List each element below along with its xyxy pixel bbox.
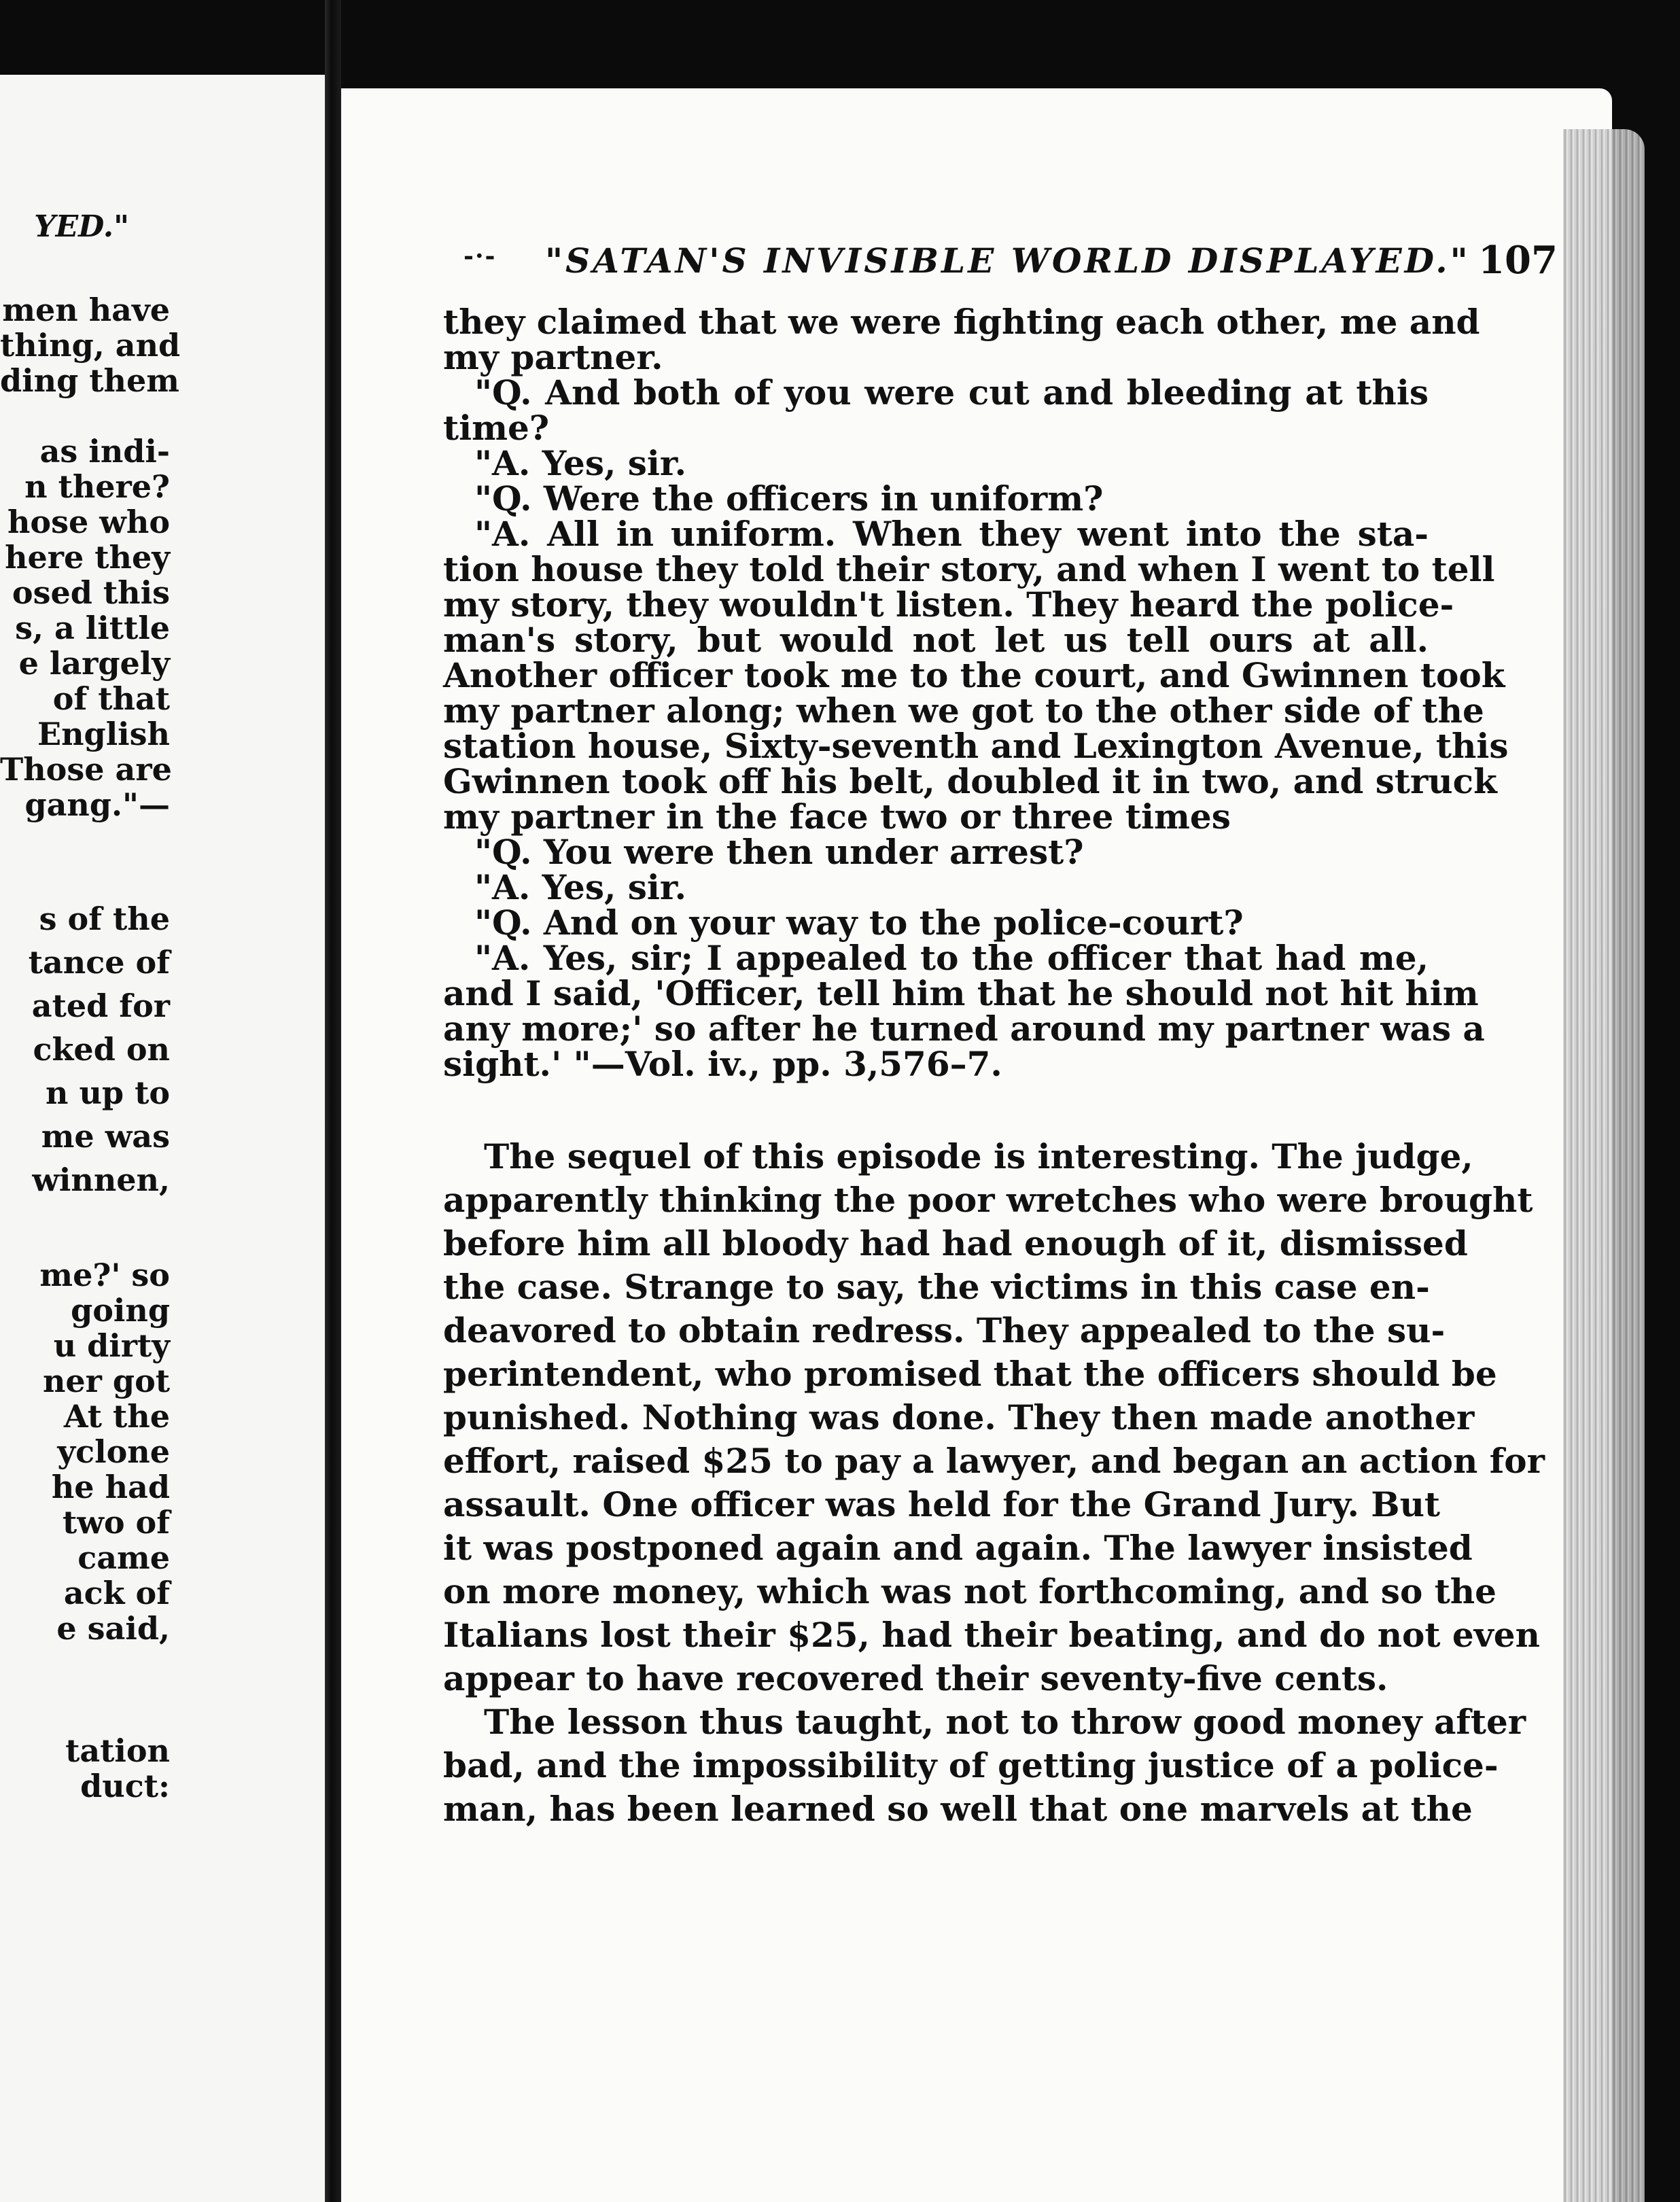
left-text-block-1 xyxy=(0,292,181,823)
left-line: yclone xyxy=(57,1433,170,1470)
testimony-line: Another officer took me to the court, and Gwinnen took xyxy=(443,655,1505,695)
left-line: men have xyxy=(2,292,170,328)
page-number: 107 xyxy=(1478,238,1558,283)
running-head-ornament: -·- xyxy=(463,242,497,270)
left-line: duct: xyxy=(80,1768,170,1804)
left-line: he had xyxy=(51,1469,170,1505)
left-line: cked on xyxy=(33,1031,170,1068)
testimony-line: "Q. And both of you were cut and bleeding at this xyxy=(474,372,1429,413)
left-line: hose who xyxy=(7,504,170,540)
right-page xyxy=(341,88,1612,2202)
left-line: thing, and xyxy=(0,327,181,364)
left-line: came xyxy=(77,1539,170,1576)
left-line: of that xyxy=(52,680,170,717)
paragraph-line: Italians lost their $25, had their beating, and do not even xyxy=(443,1615,1540,1655)
paragraph-line: before him all bloody had had enough of it, dismissed xyxy=(443,1223,1468,1263)
testimony-line: any more;' so after he turned around my partner was a xyxy=(443,1009,1485,1049)
paragraph-line: the case. Strange to say, the victims in this case en- xyxy=(443,1267,1430,1307)
page-edge-stack xyxy=(1563,129,1645,2202)
testimony-line: my partner. xyxy=(443,337,663,377)
left-line: me was xyxy=(41,1118,170,1155)
testimony-line: "Q. You were then under arrest? xyxy=(474,832,1084,872)
left-running-head: YED." xyxy=(34,209,129,244)
testimony-line: tion house they told their story, and when I went to tell xyxy=(443,549,1495,589)
testimony-line: "A. Yes, sir. xyxy=(474,443,687,483)
testimony-line: station house, Sixty-seventh and Lexington Avenue, this xyxy=(443,726,1509,766)
testimony-line: "Q. And on your way to the police-court? xyxy=(474,903,1244,943)
left-line: Those are xyxy=(0,751,172,788)
left-line: as indi- xyxy=(39,433,170,470)
left-line: osed this xyxy=(12,574,170,611)
testimony-line: "A. Yes, sir; I appealed to the officer that had me, xyxy=(474,938,1429,978)
left-text-block-4 xyxy=(0,1733,170,1804)
left-line: u dirty xyxy=(53,1327,170,1364)
testimony-line: Gwinnen took off his belt, doubled it in two, and struck xyxy=(443,761,1497,801)
left-line: going xyxy=(71,1292,170,1329)
left-page xyxy=(0,75,325,2202)
left-line: tation xyxy=(65,1732,170,1769)
testimony-line: "Q. Were the officers in uniform? xyxy=(474,478,1104,519)
testimony-line: my story, they wouldn't listen. They heard the police- xyxy=(443,584,1454,625)
testimony-line: and I said, 'Officer, tell him that he should not hit him xyxy=(443,973,1479,1013)
left-line: English xyxy=(37,716,170,752)
testimony-line: my partner along; when we got to the other side of the xyxy=(443,691,1484,731)
left-line: two of xyxy=(62,1504,170,1541)
paragraph-line: bad, and the impossibility of getting justice of a police- xyxy=(443,1745,1499,1785)
running-head xyxy=(463,238,1558,285)
left-line: here they xyxy=(5,539,170,576)
testimony-line: "A. All in uniform. When they went into the sta- xyxy=(474,514,1429,554)
testimony-line: man's story, but would not let us tell ours at all. xyxy=(443,620,1429,660)
left-text-block-3 xyxy=(0,1257,170,1646)
left-line: s of the xyxy=(39,901,170,937)
paragraph-line: it was postponed again and again. The lawyer insisted xyxy=(443,1528,1473,1568)
testimony-line: they claimed that we were fighting each other, me and xyxy=(443,302,1480,342)
paragraph-line: appear to have recovered their seventy-five cents. xyxy=(443,1658,1388,1698)
left-line: s, a little xyxy=(15,610,170,646)
running-head-title: "SATAN'S INVISIBLE WORLD DISPLAYED." xyxy=(545,241,1471,281)
body-paragraphs xyxy=(443,1135,1545,1831)
paragraph-line: effort, raised $25 to pay a lawyer, and began an action for xyxy=(443,1441,1545,1481)
testimony-line: time? xyxy=(443,408,550,448)
left-line: winnen, xyxy=(32,1161,170,1198)
left-line: me?' so xyxy=(39,1257,170,1293)
book-gutter xyxy=(325,0,341,2202)
left-line: At the xyxy=(63,1398,170,1435)
testimony-line: my partner in the face two or three times xyxy=(443,797,1231,837)
left-line: e largely xyxy=(18,645,170,682)
left-line: ack of xyxy=(63,1575,170,1611)
testimony-line: sight.' "—Vol. iv., pp. 3,576–7. xyxy=(443,1044,1002,1084)
left-line: n up to xyxy=(45,1074,170,1111)
paragraph-line: punished. Nothing was done. They then made another xyxy=(443,1397,1475,1437)
testimony-block xyxy=(443,302,1509,1084)
paragraph-line: deavored to obtain redress. They appealed to the su- xyxy=(443,1310,1446,1350)
paragraph-line: The lesson thus taught, not to throw good money after xyxy=(484,1702,1526,1742)
paragraph-line: perintendent, who promised that the officers should be xyxy=(443,1354,1497,1394)
testimony-line: "A. Yes, sir. xyxy=(474,867,687,907)
paragraph-line: apparently thinking the poor wretches who were brought xyxy=(443,1180,1533,1220)
left-line: n there? xyxy=(24,468,170,505)
left-line: ner got xyxy=(42,1363,170,1399)
left-line: e said, xyxy=(56,1610,170,1647)
left-line: ding them xyxy=(0,362,179,399)
left-line: ated for xyxy=(31,988,170,1024)
left-line: gang."— xyxy=(24,786,170,823)
paragraph-line: The sequel of this episode is interesting. The judge, xyxy=(484,1136,1473,1176)
paragraph-line: man, has been learned so well that one marvels at the xyxy=(443,1789,1473,1829)
left-line xyxy=(0,398,170,434)
left-text-block-2 xyxy=(0,897,170,1202)
paragraph-line: on more money, which was not forthcoming, and so the xyxy=(443,1571,1497,1611)
left-line: tance of xyxy=(28,944,170,981)
paragraph-line: assault. One officer was held for the Grand Jury. But xyxy=(443,1484,1441,1524)
